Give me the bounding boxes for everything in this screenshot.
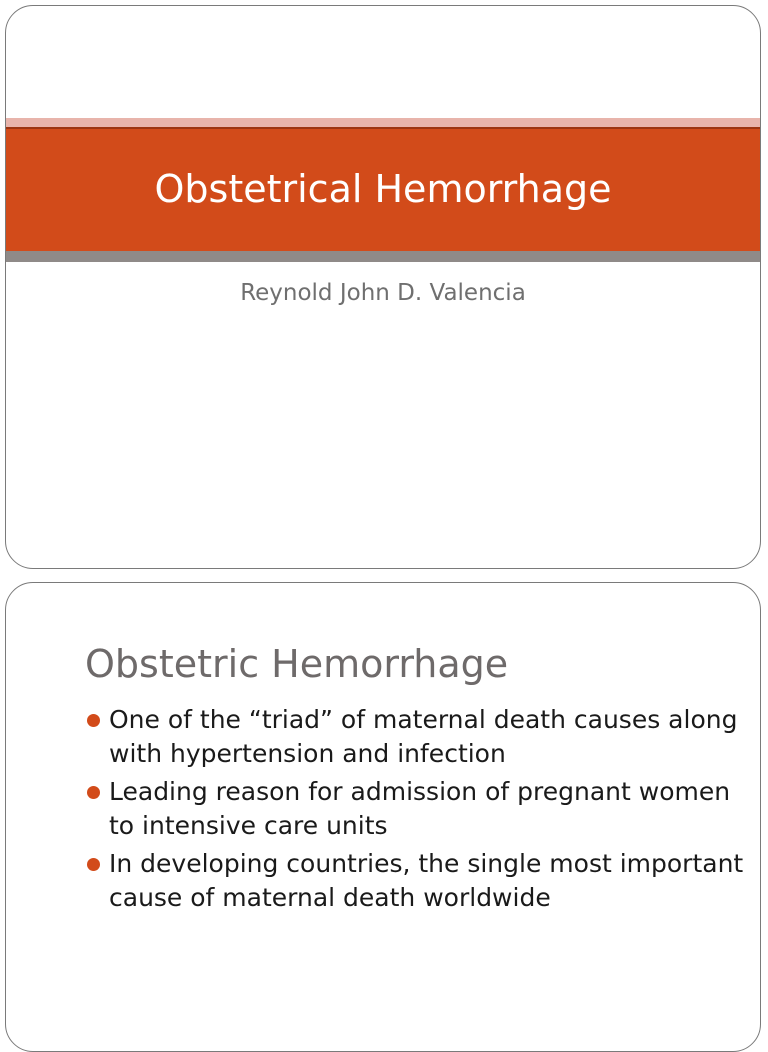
title-band-bottom-stripe: [6, 251, 760, 262]
bullet-dot-icon: [87, 786, 100, 799]
slide-subtitle: Reynold John D. Valencia: [240, 280, 526, 306]
bullet-item: [85, 847, 745, 914]
title-band-top-stripe: [6, 118, 760, 127]
bullet-dot-icon: [87, 858, 100, 871]
bullet-text: One of the “triad” of maternal death causes along with hypertension and infection: [109, 705, 738, 768]
title-slide: [5, 5, 761, 569]
bullet-text: In developing countries, the single most important cause of maternal death worldwide: [109, 849, 744, 912]
content-slide-heading: Obstetric Hemorrhage: [85, 642, 509, 686]
bullet-item: [85, 703, 745, 770]
bullet-list: [85, 703, 745, 919]
bullet-item: [85, 775, 745, 842]
slide-title: Obstetrical Hemorrhage: [154, 167, 612, 211]
content-slide: [5, 582, 761, 1052]
bullet-text: Leading reason for admission of pregnant women to intensive care units: [109, 777, 731, 840]
bullet-dot-icon: [87, 714, 100, 727]
